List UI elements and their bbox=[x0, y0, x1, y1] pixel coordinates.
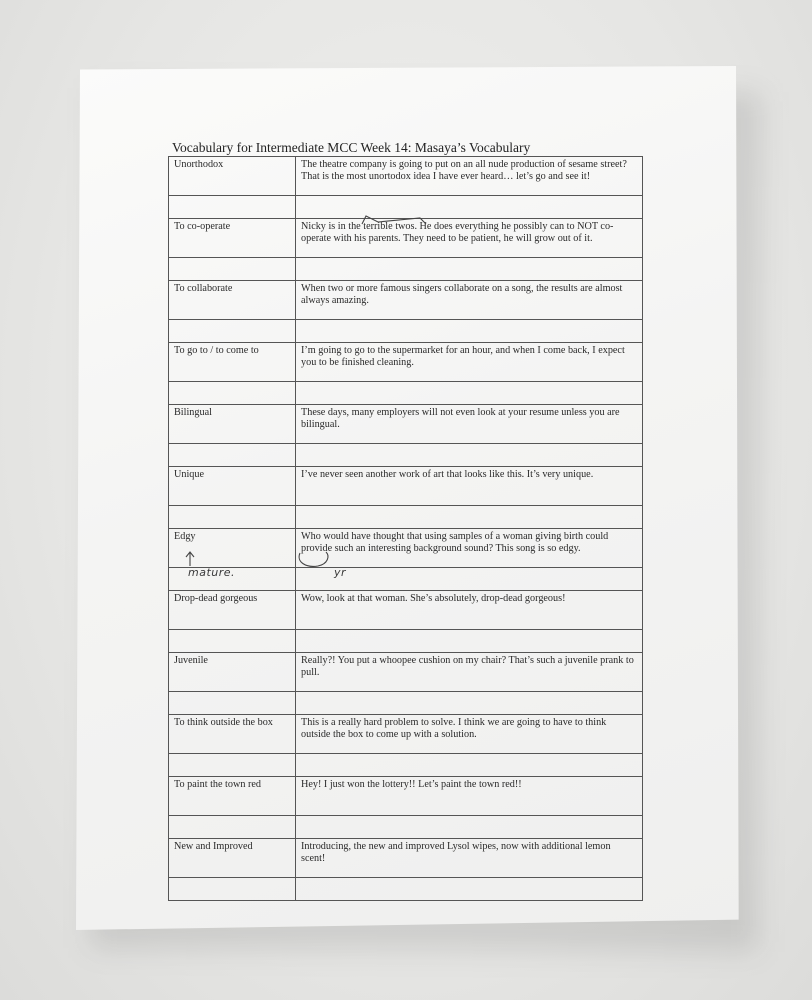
term-cell: To co-operate bbox=[169, 219, 296, 258]
table-row-blank bbox=[169, 320, 643, 343]
example-cell: These days, many employers will not even look at your resume unless you are bilingual. bbox=[296, 405, 643, 444]
term-cell: To think outside the box bbox=[169, 715, 296, 754]
term-cell: New and Improved bbox=[169, 839, 296, 878]
term-cell: To paint the town red bbox=[169, 777, 296, 816]
term-cell: To go to / to come to bbox=[169, 343, 296, 382]
example-cell: Nicky is in the terrible twos. He does everything he possibly can to NOT co-operate with his parents. They need to be patient, he will grow out of it. bbox=[296, 219, 643, 258]
example-cell: I’m going to go to the supermarket for an hour, and when I come back, I expect you to be finished cleaning. bbox=[296, 343, 643, 382]
table-row bbox=[169, 777, 643, 816]
table-row-blank bbox=[169, 692, 643, 715]
handwritten-note-yr: yr bbox=[334, 566, 347, 579]
term-cell: Unique bbox=[169, 467, 296, 506]
term-cell: Bilingual bbox=[169, 405, 296, 444]
table-row-blank bbox=[169, 506, 643, 529]
table-row-blank bbox=[169, 754, 643, 777]
term-cell: Edgy bbox=[169, 529, 296, 568]
term-cell: Drop-dead gorgeous bbox=[169, 591, 296, 630]
table-row bbox=[169, 281, 643, 320]
table-row bbox=[169, 405, 643, 444]
term-cell: Juvenile bbox=[169, 653, 296, 692]
table-row bbox=[169, 529, 643, 568]
handwritten-note-mature: mature. bbox=[188, 566, 236, 579]
example-cell: Wow, look at that woman. She’s absolutely, drop-dead gorgeous! bbox=[296, 591, 643, 630]
document-title: Vocabulary for Intermediate MCC Week 14: Masaya’s Vocabulary bbox=[172, 140, 531, 155]
table-row-blank bbox=[169, 382, 643, 405]
example-cell: When two or more famous singers collaborate on a song, the results are almost always amazing. bbox=[296, 281, 643, 320]
table-row bbox=[169, 343, 643, 382]
table-row-blank bbox=[169, 816, 643, 839]
example-cell: I’ve never seen another work of art that looks like this. It’s very unique. bbox=[296, 467, 643, 506]
table-row-blank bbox=[169, 444, 643, 467]
example-cell: Hey! I just won the lottery!! Let’s paint the town red!! bbox=[296, 777, 643, 816]
table-row bbox=[169, 653, 643, 692]
example-cell: This is a really hard problem to solve. I think we are going to have to think outside the box to come up with a solution. bbox=[296, 715, 643, 754]
example-cell: Who would have thought that using samples of a woman giving birth could provide such an interesting background sound? This song is so edgy. bbox=[296, 529, 643, 568]
table-row-blank bbox=[169, 196, 643, 219]
example-cell: The theatre company is going to put on an all nude production of sesame street? That is the most unortodox idea I have ever heard… let’s go and see it! bbox=[296, 157, 643, 196]
table-row bbox=[169, 591, 643, 630]
table-row bbox=[169, 839, 643, 878]
table-row-blank bbox=[169, 258, 643, 281]
table-row-blank bbox=[169, 878, 643, 901]
table-row-blank bbox=[169, 630, 643, 653]
example-cell: Introducing, the new and improved Lysol wipes, now with additional lemon scent! bbox=[296, 839, 643, 878]
table-row bbox=[169, 157, 643, 196]
term-cell: Unorthodox bbox=[169, 157, 296, 196]
term-cell: To collaborate bbox=[169, 281, 296, 320]
table-row bbox=[169, 467, 643, 506]
vocabulary-table bbox=[168, 156, 643, 901]
table-row-blank bbox=[169, 568, 643, 591]
table-row bbox=[169, 715, 643, 754]
table-row bbox=[169, 219, 643, 258]
example-cell: Really?! You put a whoopee cushion on my chair? That’s such a juvenile prank to pull. bbox=[296, 653, 643, 692]
